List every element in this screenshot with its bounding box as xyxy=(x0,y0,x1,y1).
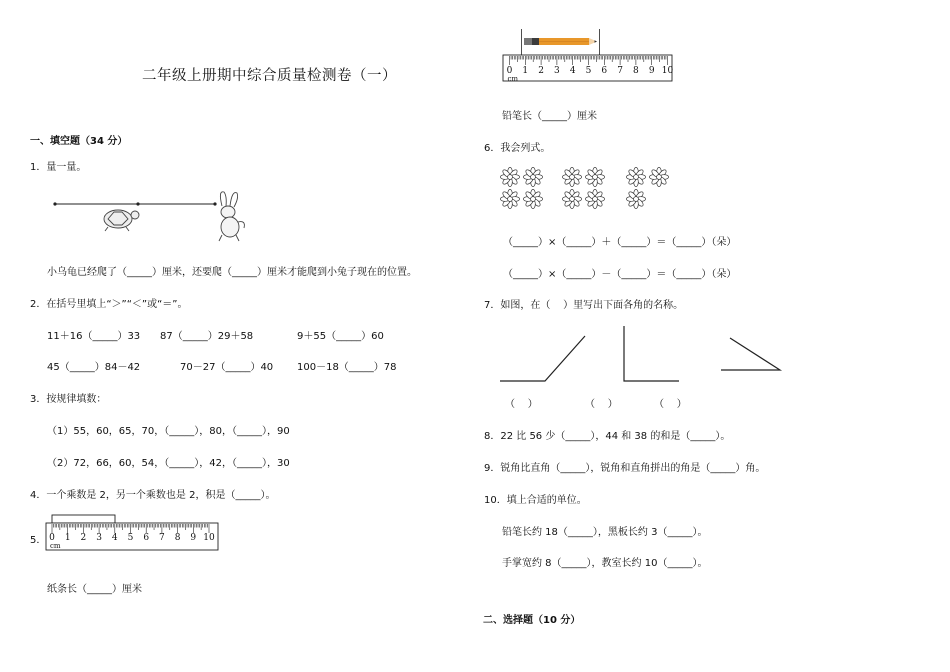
ruler-number: 2 xyxy=(80,533,87,543)
q3-line-1: （1）55，60，65，70，（_____），80，（_____），90 xyxy=(47,426,290,437)
pencil-icon xyxy=(524,38,597,45)
q3-label: 3．按规律填数： xyxy=(30,394,107,405)
q2-item-4: 45（_____）84－42 xyxy=(47,362,141,373)
ruler-number: 0 xyxy=(49,533,55,543)
q2-item-6: 100－18（_____）78 xyxy=(297,362,397,373)
q8-text: 8．22 比 56 少（_____），44 和 38 的和是（_____）。 xyxy=(484,431,731,442)
ruler-number: 5 xyxy=(585,66,592,76)
flower-icon xyxy=(585,189,604,208)
flower-icon xyxy=(562,167,581,186)
ruler-number: 3 xyxy=(96,533,102,543)
q7-blank-3: （ ） xyxy=(654,399,687,410)
q2-label: 2．在括号里填上“＞”“＜”或“＝”。 xyxy=(30,299,188,310)
ruler-number: 8 xyxy=(174,533,181,543)
ruler-with-pencil xyxy=(502,27,674,83)
ruler-number: 2 xyxy=(538,66,544,76)
flower-icon xyxy=(500,189,519,208)
exam-title: 二年级上册期中综合质量检测卷（一） xyxy=(142,68,397,84)
flower-icon xyxy=(585,167,604,186)
q3-line-2: （2）72，66，60，54，（_____），42，（_____），30 xyxy=(47,458,290,469)
ruler-number: 1 xyxy=(522,66,529,76)
q1-text: 小乌龟已经爬了（_____）厘米，还要爬（_____）厘米才能爬到小兔子现在的位置。 xyxy=(47,267,417,278)
q6-line-1: （_____）×（_____）＋（_____）＝（_____）（朵） xyxy=(503,237,737,248)
ruler-number: 10 xyxy=(203,533,215,543)
q5-text: 纸条长（_____）厘米 xyxy=(47,584,142,595)
ruler-number: 6 xyxy=(601,66,608,76)
ruler-number: 3 xyxy=(554,66,560,76)
ruler-number: 5 xyxy=(127,533,134,543)
ruler-number: 0 xyxy=(506,66,513,76)
pencil-text: 铅笔长（_____）厘米 xyxy=(502,111,597,122)
ruler-number: 10 xyxy=(661,66,674,76)
flower-groups-figure xyxy=(498,166,678,212)
flower-icon xyxy=(523,189,542,208)
q7-label: 7．如图，在（ ）里写出下面各角的名称。 xyxy=(484,300,684,311)
flower-icon xyxy=(500,167,519,186)
obtuse-angle xyxy=(500,336,585,381)
ruler-number: 7 xyxy=(617,66,623,76)
flower-icon xyxy=(562,189,581,208)
flower-icon xyxy=(626,167,645,186)
angles-figure xyxy=(495,320,790,388)
ruler-number: 7 xyxy=(159,533,165,543)
acute-angle xyxy=(721,338,780,370)
rabbit-icon xyxy=(219,192,244,241)
q10-label: 10．填上合适的单位。 xyxy=(484,495,587,506)
section-title-fill-in: 一、填空题（34 分） xyxy=(30,136,128,147)
flower-icon xyxy=(523,167,542,186)
turtle-icon xyxy=(104,210,139,231)
ruler-number: 9 xyxy=(648,66,655,76)
q2-item-2: 87（_____）29＋58 xyxy=(160,331,254,342)
ruler-number: 4 xyxy=(569,66,576,76)
ruler-unit: cm xyxy=(507,75,519,83)
ruler-number: 6 xyxy=(143,533,150,543)
ruler-number: 8 xyxy=(633,66,639,76)
q6-line-2: （_____）×（_____）－（_____）＝（_____）（朵） xyxy=(503,269,737,280)
q2-item-1: 11＋16（_____）33 xyxy=(47,331,141,342)
ruler-with-paper-strip xyxy=(45,515,220,553)
q5-label: 5． xyxy=(30,535,47,546)
q2-item-3: 9＋55（_____）60 xyxy=(297,331,384,342)
flower-icon xyxy=(649,167,668,186)
section-title-choice: 二、选择题（10 分） xyxy=(483,615,581,626)
ruler-unit: cm xyxy=(50,542,61,550)
q9-text: 9．锐角比直角（_____），锐角和直角拼出的角是（_____）角。 xyxy=(484,463,766,474)
q4-label: 4．一个乘数是 2，另一个乘数也是 2，积是（_____）。 xyxy=(30,490,276,501)
q2-item-5: 70－27（_____）40 xyxy=(180,362,274,373)
q6-label: 6．我会列式。 xyxy=(484,143,551,154)
paper-strip xyxy=(52,515,115,523)
ruler-number: 4 xyxy=(111,533,118,543)
ruler-number: 1 xyxy=(64,533,71,543)
q7-blank-1: （ ） xyxy=(505,399,538,410)
right-angle xyxy=(624,326,679,381)
q10-line-2: 手掌宽约 8（_____），教室长约 10（_____）。 xyxy=(502,558,708,569)
flower-icon xyxy=(626,189,645,208)
turtle-rabbit-figure xyxy=(50,190,255,245)
q1-label: 1．量一量。 xyxy=(30,162,87,173)
q7-blank-2: （ ） xyxy=(585,399,618,410)
q10-line-1: 铅笔长约 18（_____），黑板长约 3（_____）。 xyxy=(502,527,708,538)
ruler-number: 9 xyxy=(190,533,197,543)
